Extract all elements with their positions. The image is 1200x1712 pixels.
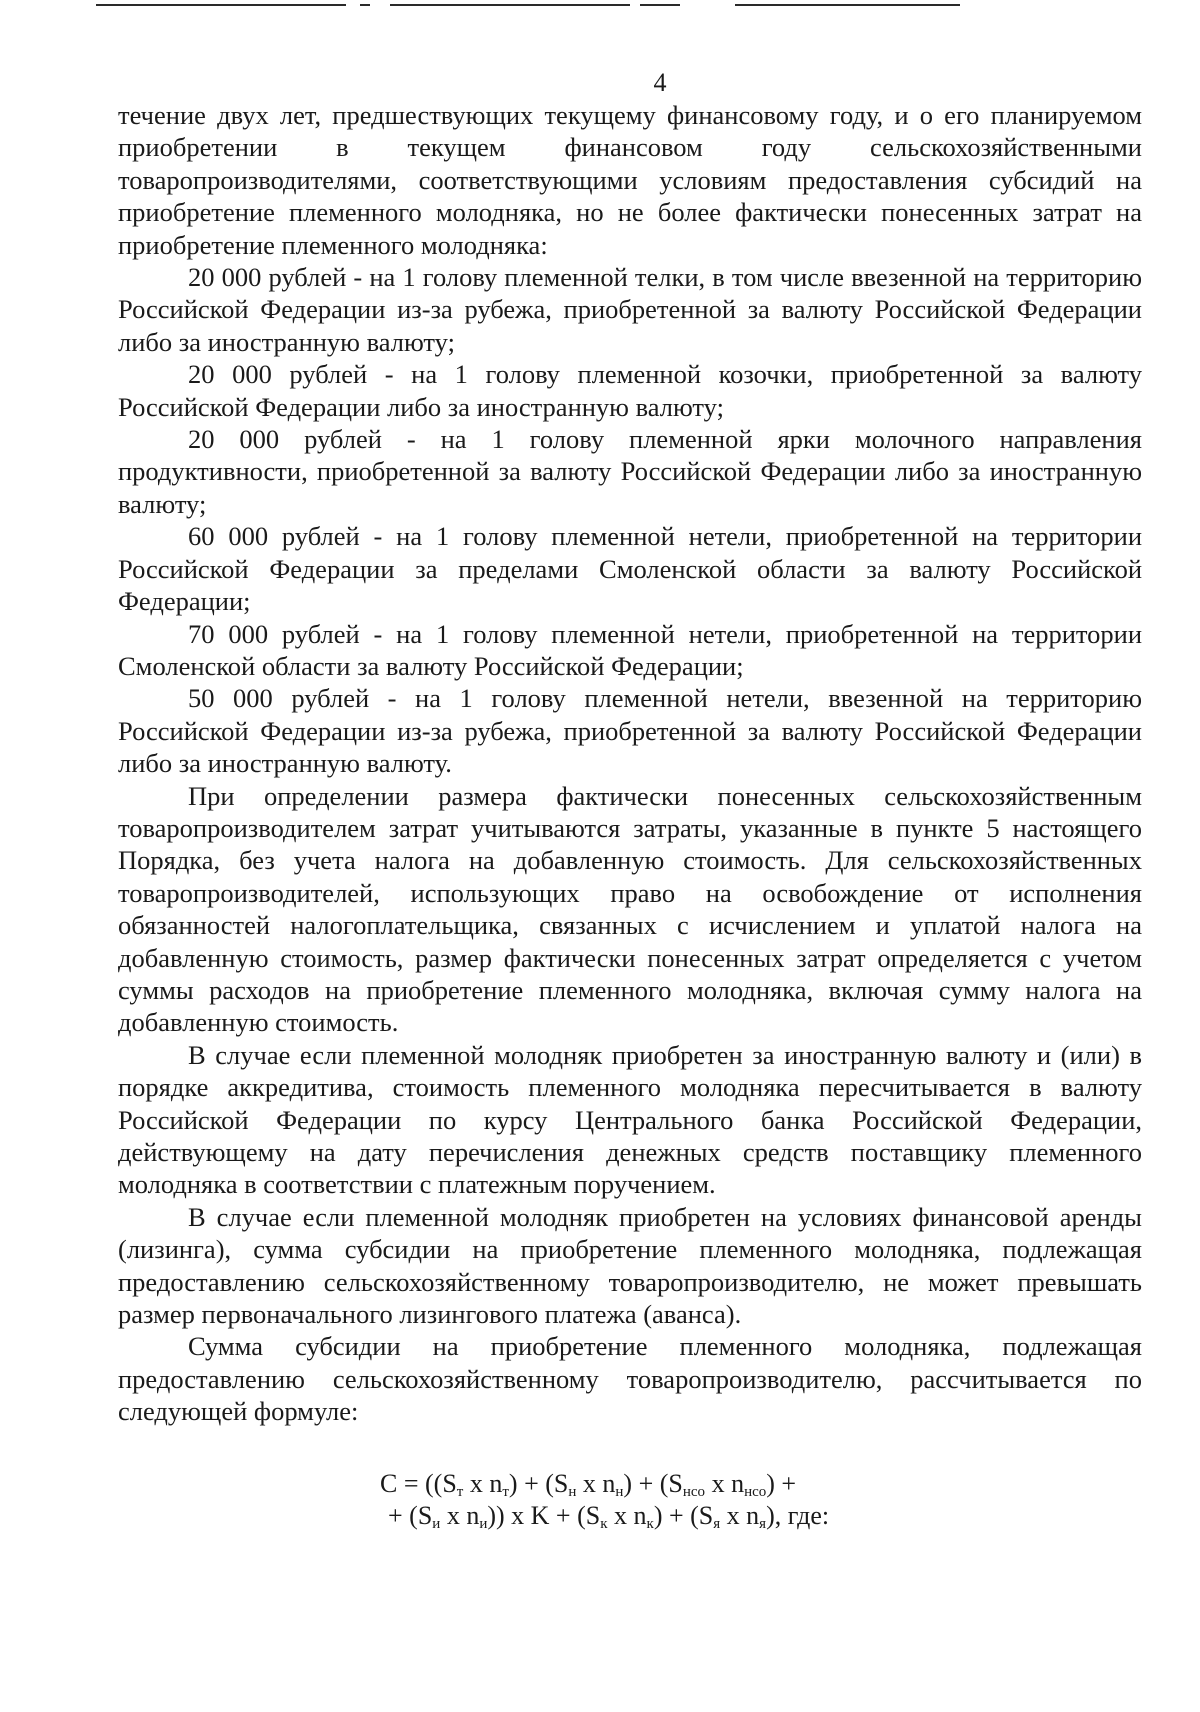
formula-text: ) + (S xyxy=(653,1501,714,1530)
formula-text: C = ((S xyxy=(380,1469,457,1498)
formula-subscript: т xyxy=(456,1484,464,1500)
paragraph: 50 000 рублей - на 1 голову племенной нетели, ввезенной на территорию Российской Федерации из-за рубежа, приобретенной за валюту Российской Федерации либо за иностранную валюту. xyxy=(118,683,1142,779)
subsidy-formula xyxy=(380,1468,900,1532)
paragraph: 20 000 рублей - на 1 голову племенной козочки, приобретенной за валюту Российской Федерации либо за иностранную валюту; xyxy=(118,359,1142,422)
scan-top-edge xyxy=(0,0,1200,14)
formula-text: x n xyxy=(576,1469,616,1498)
formula-subscript: к xyxy=(646,1516,654,1532)
formula-subscript: т xyxy=(502,1484,509,1500)
document-body xyxy=(118,99,1142,1428)
paragraph: В случае если племенной молодняк приобретен на условиях финансовой аренды (лизинга), сумма субсидии на приобретение племенного молодняка, подлежащая предоставлению сельскохозяйственному товаропроизводителю, не может превышать размер первоначального лизингового платежа (аванса). xyxy=(118,1201,1142,1330)
formula-subscript: нсо xyxy=(744,1484,767,1500)
formula-text: ) + (S xyxy=(623,1469,683,1498)
paragraph: 20 000 рублей - на 1 голову племенной телки, в том числе ввезенной на территорию Российской Федерации из-за рубежа, приобретенной за валюту Российской Федерации либо за иностранную валюту; xyxy=(118,262,1142,357)
paragraph: 60 000 рублей - на 1 голову племенной нетели, приобретенной на территории Российской Федерации за пределами Смоленской области за валюту Российской Федерации; xyxy=(118,521,1142,617)
formula-subscript: к xyxy=(600,1516,608,1532)
page-number: 4 xyxy=(653,68,667,97)
paragraph: 70 000 рублей - на 1 голову племенной нетели, приобретенной на территории Смоленской области за валюту Российской Федерации; xyxy=(118,618,1142,681)
formula-text: x n xyxy=(463,1469,503,1498)
paragraph: Сумма субсидии на приобретение племенного молодняка, подлежащая предоставлению сельскохозяйственному товаропроизводителю, рассчитывается по следующей формуле: xyxy=(118,1331,1142,1427)
formula-text: ), где: xyxy=(766,1501,830,1530)
paragraph: 20 000 рублей - на 1 голову племенной ярки молочного направления продуктивности, приобретенной за валюту Российской Федерации либо за иностранную валюту; xyxy=(118,424,1142,519)
formula-line-2 xyxy=(380,1500,900,1532)
formula-text: ) + xyxy=(766,1469,797,1498)
formula-subscript: и xyxy=(432,1516,441,1532)
formula-text: x n xyxy=(720,1501,760,1530)
formula-subscript: нсо xyxy=(682,1484,706,1500)
formula-subscript: н xyxy=(615,1484,624,1500)
formula-line-1 xyxy=(380,1468,900,1500)
formula-subscript: я xyxy=(759,1516,767,1532)
formula-subscript: н xyxy=(568,1484,577,1500)
formula-text: x n xyxy=(705,1469,745,1498)
paragraph: При определении размера фактически понесенных сельскохозяйственным товаропроизводителем затрат учитываются затраты, указанные в пункте 5 настоящего Порядка, без учета налога на добавленную стоимость. Для сельскохозяйственных товаропроизводителей, использующих право на освобождение от исполнения обязанностей налогоплательщика, связанных с исчислением и уплатой налога на добавленную стоимость, размер фактически понесенных затрат определяется с учетом суммы расходов на приобретение племенного молодняка, включая сумму налога на добавленную стоимость. xyxy=(118,780,1142,1038)
formula-text: x n xyxy=(440,1501,480,1530)
paragraph: течение двух лет, предшествующих текущему финансовому году, и о его планируемом приобретении в текущем финансовом году сельскохозяйственными товаропроизводителями, соответствующими условиям предоставления субсидий на приобретение племенного молодняка, но не более фактически понесенных затрат на приобретение племенного молодняка: xyxy=(118,100,1142,260)
paragraph: В случае если племенной молодняк приобретен за иностранную валюту и (или) в порядке аккредитива, стоимость племенного молодняка пересчитывается в валюту Российской Федерации по курсу Центрального банка Российской Федерации, действующему на дату перечисления денежных средств поставщику племенного молодняка в соответствии с платежным поручением. xyxy=(118,1039,1142,1200)
formula-text: + (S xyxy=(388,1501,433,1530)
formula-text: ) + (S xyxy=(508,1469,569,1498)
formula-text: )) x K + (S xyxy=(487,1501,601,1530)
formula-text: x n xyxy=(607,1501,647,1530)
formula-subscript: и xyxy=(479,1516,488,1532)
formula-subscript: я xyxy=(713,1516,721,1532)
